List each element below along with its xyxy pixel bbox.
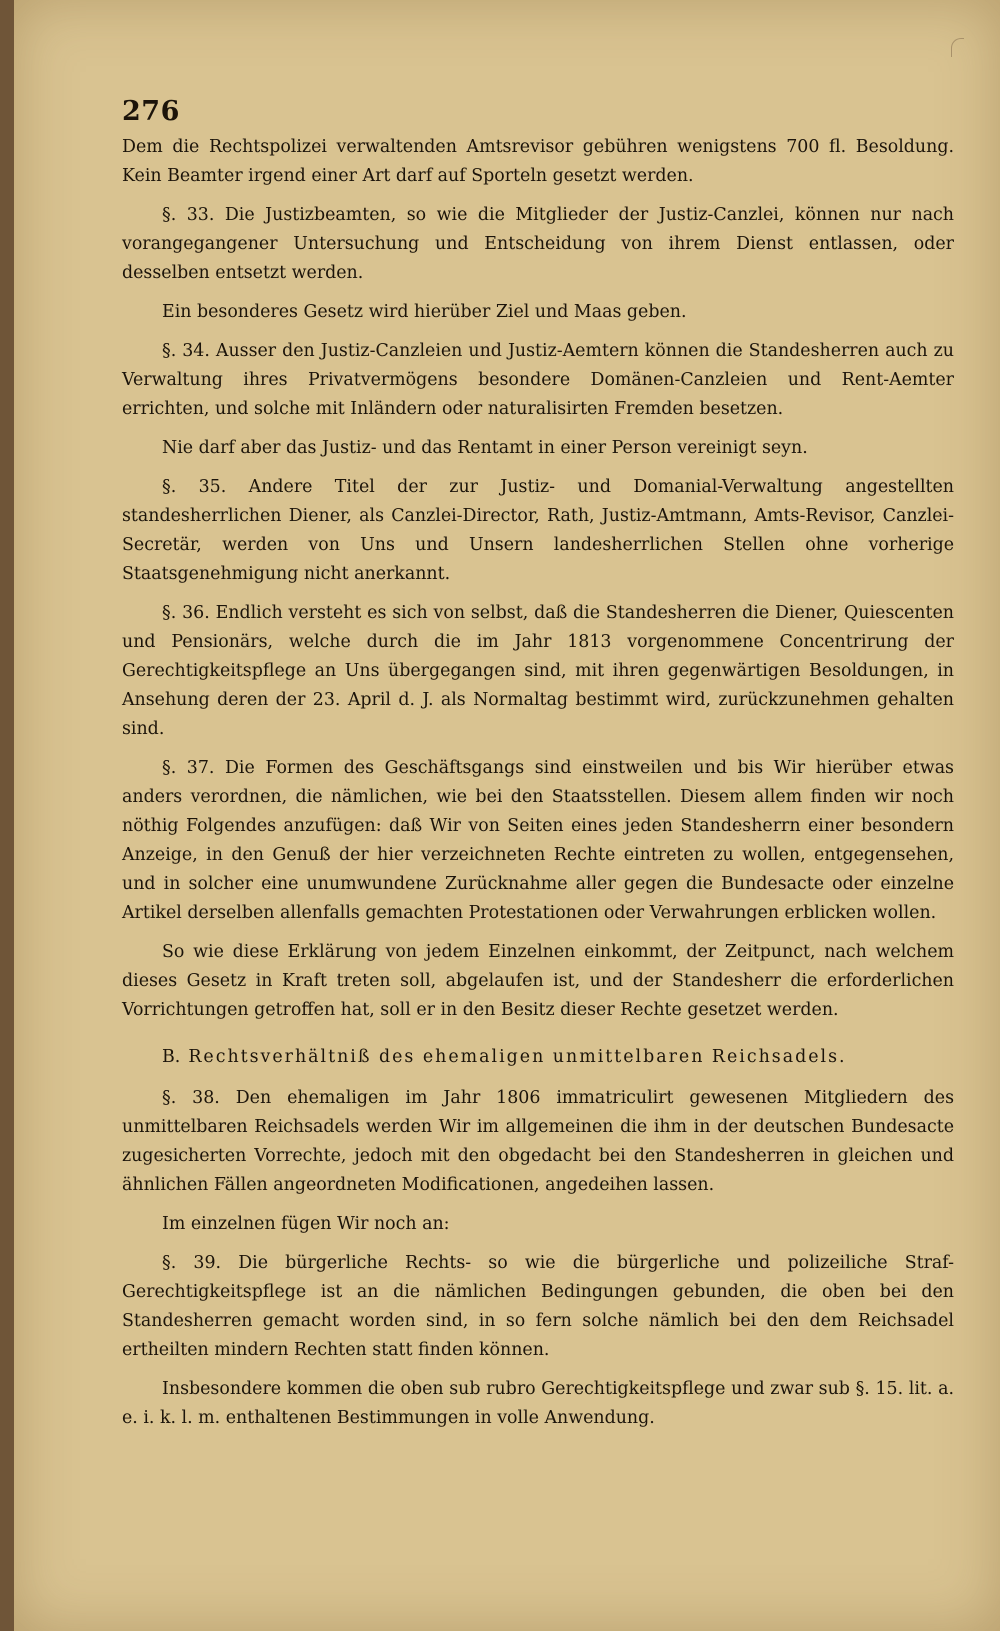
section-heading — [162, 1043, 954, 1072]
paragraph-section-35: §. 35. Andere Titel der zur Justiz- und Domanial-Verwaltung angestellten standesherrlichen Diener, als Canzlei-Director, Rath, Justiz-Amtmann, Amts-Revisor, Canzlei-Secretär, werden von Uns und Unsern landesherrlichen Stellen ohne vorherige Staatsgenehmigung nicht anerkannt. — [122, 477, 954, 584]
book-page — [14, 0, 1000, 1631]
paragraph-application: Insbesondere kommen die oben sub rubro Gerechtigkeitspflege und zwar sub §. 15. lit. a. e. i. k. l. m. enthaltenen Bestimmungen in volle Anwendung. — [122, 1379, 954, 1428]
paragraph-section-38: §. 38. Den ehemaligen im Jahr 1806 immatriculirt gewesenen Mitgliedern des unmittelbaren Reichsadels werden Wir im allgemeinen die ihm in der deutschen Bundesacte zugesicherten Vorrechte, jedoch mit den obgedacht bei den Standesherren in gleichen und ähnlichen Fällen angeordneten Modificationen, angedeihen lassen. — [122, 1088, 954, 1195]
paragraph-salary: Dem die Rechtspolizei verwaltenden Amtsrevisor gebühren wenigstens 700 fl. Besoldung. Kein Beamter irgend einer Art darf auf Sporteln gesetzt werden. — [122, 137, 954, 186]
page-corner-mark — [951, 38, 964, 57]
section-heading-title: Rechtsverhältniß des ehemaligen unmittelbaren Reichsadels. — [188, 1047, 847, 1067]
paragraph-section-33: §. 33. Die Justizbeamten, so wie die Mitglieder der Justiz-Canzlei, können nur nach vorangegangener Untersuchung und Entscheidung von ihrem Dienst entlassen, oder desselben entsetzt werden. — [122, 205, 954, 283]
paragraph-rentamt: Nie darf aber das Justiz- und das Rentamt in einer Person vereinigt seyn. — [162, 438, 808, 458]
paragraph-declaration: So wie diese Erklärung von jedem Einzelnen einkommt, der Zeitpunct, nach welchem dieses Gesetz in Kraft treten soll, abgelaufen ist, und der Standesherr die erforderlichen Vorrichtungen getroffen hat, soll er in den Besitz dieser Rechte gesetzet werden. — [122, 942, 954, 1020]
paragraph-section-39: §. 39. Die bürgerliche Rechts- so wie die bürgerliche und polizeiliche Straf-Gerechtigkeitspflege ist an die nämlichen Bedingungen gebunden, die oben bei den Standesherren gemacht worden sind, in so fern solche nämlich bei den dem Reichsadel ertheilten mindern Rechten statt finden können. — [122, 1253, 954, 1360]
page-number: 276 — [122, 96, 180, 127]
paragraph-section-34: §. 34. Ausser den Justiz-Canzleien und Justiz-Aemtern können die Standesherren auch zu Verwaltung ihres Privatvermögens besondere Domänen-Canzleien und Rent-Aemter errichten, und solche mit Inländern oder naturalisirten Fremden besetzen. — [122, 341, 954, 419]
page-content — [122, 96, 954, 1443]
paragraph-section-37: §. 37. Die Formen des Geschäftsgangs sind einstweilen und bis Wir hierüber etwas anders verordnen, die nämlichen, wie bei den Staatsstellen. Diesem allem finden wir noch nöthig Folgendes anzufügen: daß Wir von Seiten eines jeden Standesherrn einer besondern Anzeige, in den Genuß der hier verzeichneten Rechte eintreten zu wollen, entgegensehen, und in solcher eine unumwundene Zurücknahme aller gegen die Bundesacte oder einzelne Artikel derselben allenfalls gemachten Protestationen oder Verwahrungen erblicken wollen. — [122, 758, 954, 923]
paragraph-in-particular: Im einzelnen fügen Wir noch an: — [162, 1214, 450, 1234]
section-heading-letter: B. — [162, 1047, 181, 1067]
paragraph-special-law: Ein besonderes Gesetz wird hierüber Ziel und Maas geben. — [162, 302, 687, 322]
paragraph-section-36: §. 36. Endlich versteht es sich von selbst, daß die Standesherren die Diener, Quiescenten und Pensionärs, welche durch die im Jahr 1813 vorgenommene Concentrirung der Gerechtigkeitspflege an Uns übergegangen sind, mit ihren gegenwärtigen Besoldungen, in Ansehung deren der 23. April d. J. als Normaltag bestimmt wird, zurückzunehmen gehalten sind. — [122, 603, 954, 739]
